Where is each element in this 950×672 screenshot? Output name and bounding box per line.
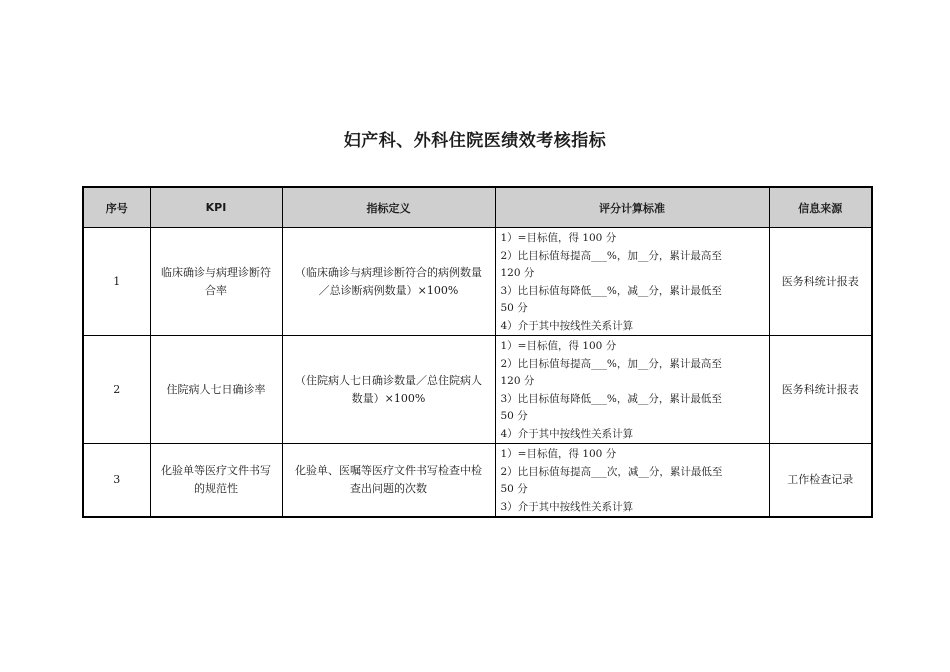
criteria-line: 3）比目标值每降低___%，减__分，累计最低至 (500, 284, 722, 297)
cell-criteria (495, 228, 769, 336)
cell-definition: 化验单、医嘱等医疗文件书写检查中检查出问题的次数 (282, 444, 495, 518)
cell-criteria (495, 336, 769, 444)
cell-kpi: 化验单等医疗文件书写的规范性 (150, 444, 282, 518)
criteria-line: 4）介于其中按线性关系计算 (500, 427, 634, 440)
cell-source: 医务科统计报表 (769, 336, 872, 444)
cell-definition: （临床确诊与病理诊断符合的病例数量／总诊断病例数量）×100% (282, 228, 495, 336)
cell-source: 医务科统计报表 (769, 228, 872, 336)
cell-seq: 3 (83, 444, 150, 518)
criteria-line: 1）=目标值，得 100 分 (500, 340, 617, 352)
criteria-line: 1）=目标值，得 100 分 (500, 232, 617, 244)
criteria-line: 3）比目标值每降低___%，减__分，累计最低至 (500, 392, 722, 405)
criteria-line: 50 分 (500, 302, 528, 314)
criteria-line: 4）介于其中按线性关系计算 (500, 319, 634, 332)
cell-kpi: 住院病人七日确诊率 (150, 336, 282, 444)
header-definition: 指标定义 (282, 187, 495, 228)
criteria-line: 2）比目标值每提高___%，加__分，累计最高至 (500, 249, 722, 262)
criteria-line: 2）比目标值每提高___%，加__分，累计最高至 (500, 357, 722, 370)
cell-kpi: 临床确诊与病理诊断符合率 (150, 228, 282, 336)
table-row (83, 228, 872, 336)
table-header-row (83, 187, 872, 228)
cell-source: 工作检查记录 (769, 444, 872, 518)
cell-criteria (495, 444, 769, 518)
header-kpi: KPI (150, 187, 282, 228)
table-row (83, 336, 872, 444)
criteria-line: 120 分 (500, 267, 535, 279)
cell-seq: 2 (83, 336, 150, 444)
kpi-table (82, 186, 873, 518)
criteria-line: 50 分 (500, 410, 528, 422)
criteria-line: 3）介于其中按线性关系计算 (500, 500, 634, 513)
table-row (83, 444, 872, 518)
criteria-line: 120 分 (500, 375, 535, 387)
cell-definition: （住院病人七日确诊数量／总住院病人数量）×100% (282, 336, 495, 444)
criteria-line: 50 分 (500, 483, 528, 495)
cell-seq: 1 (83, 228, 150, 336)
document-title: 妇产科、外科住院医绩效考核指标 (343, 131, 607, 151)
criteria-line: 1）=目标值，得 100 分 (500, 448, 617, 460)
header-criteria: 评分计算标准 (495, 187, 769, 228)
criteria-line: 2）比目标值每提高___次，减__分，累计最低至 (500, 465, 723, 478)
header-seq: 序号 (83, 187, 150, 228)
header-source: 信息来源 (769, 187, 872, 228)
